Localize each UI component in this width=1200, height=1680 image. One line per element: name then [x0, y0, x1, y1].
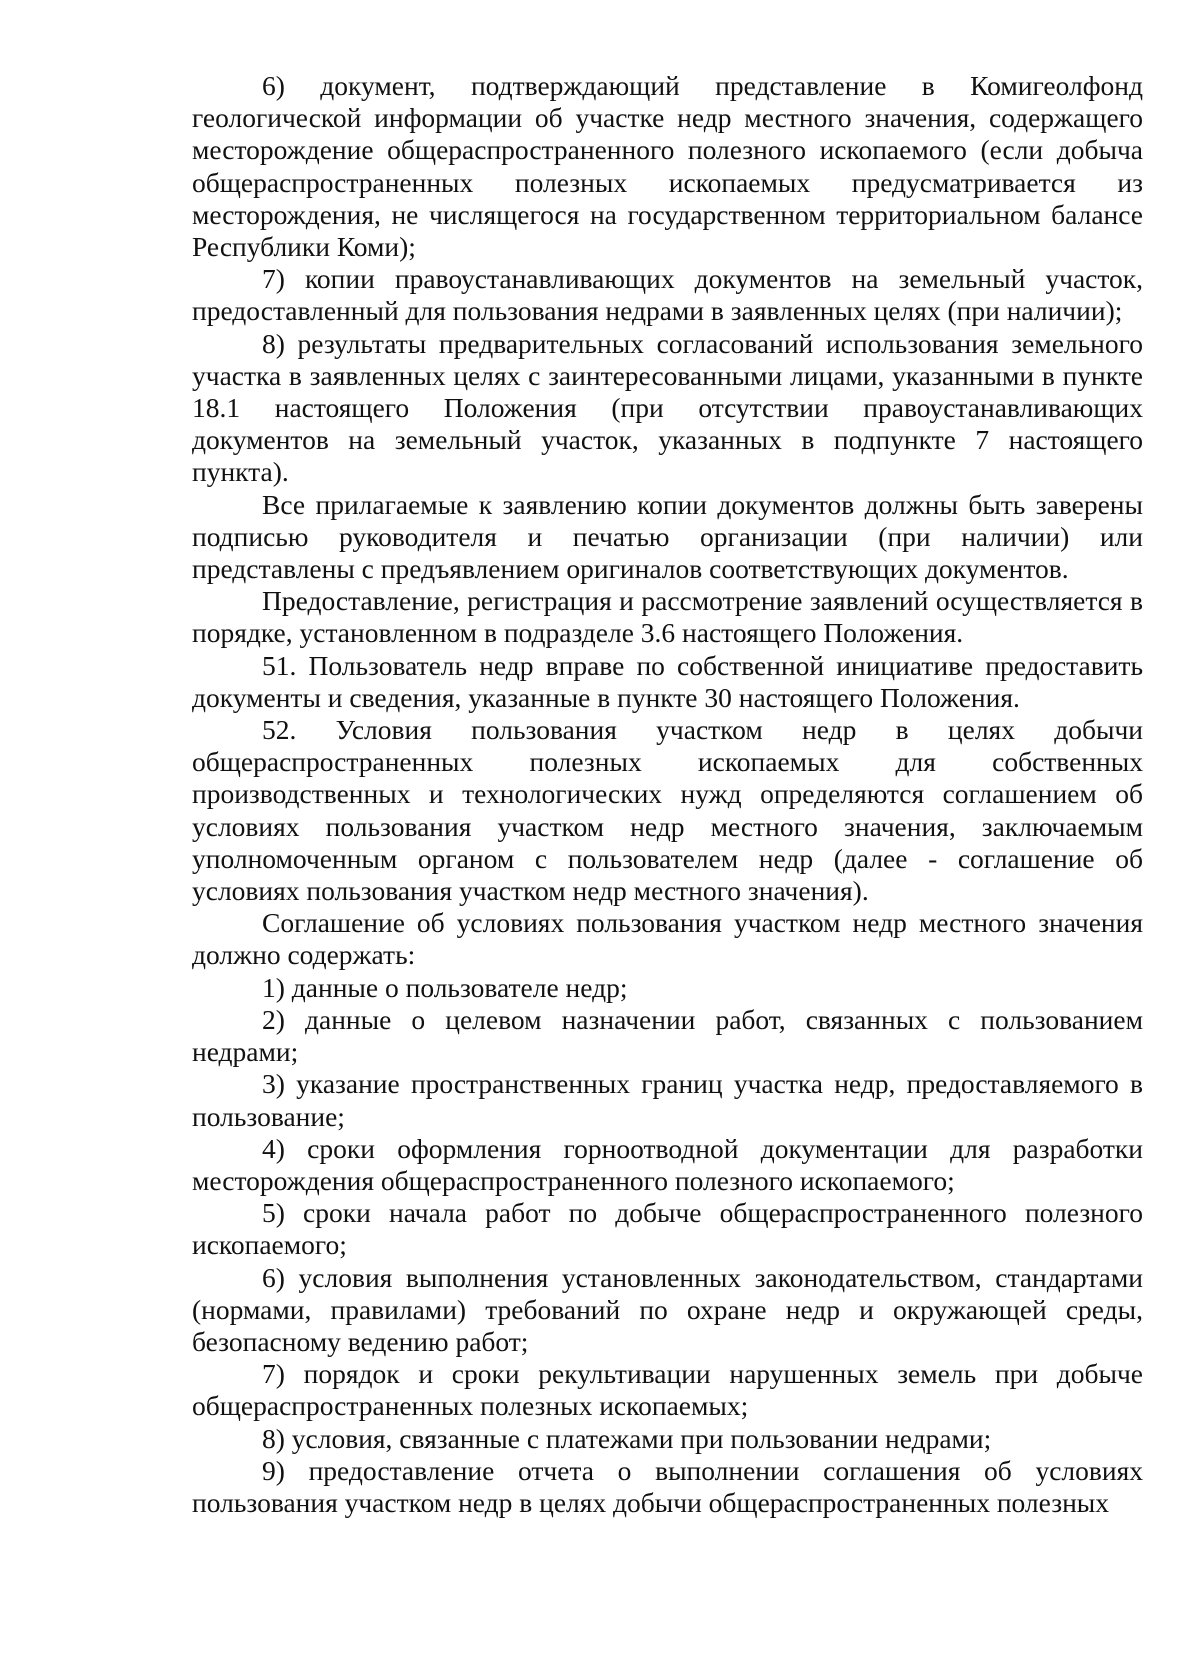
paragraph-item-6-geological-info: 6) документ, подтверждающий представление в Комигеолфонд геологической информации об участке недр местного значения, содержащего месторождение общераспространенного полезного ископаемого (если добыча общераспространенных полезных ископаемых предусматривается из месторождения, не числящегося на государственном территориальном балансе Республики Коми);	[192, 70, 1143, 263]
paragraph-agreement-item-8: 8) условия, связанные с платежами при пользовании недрами;	[262, 1422, 992, 1454]
paragraph-agreement-item-4: 4) сроки оформления горноотводной документации для разработки месторождения общераспространенного полезного ископаемого;	[192, 1132, 1143, 1196]
paragraph-item-8-preliminary-approvals: 8) результаты предварительных согласований использования земельного участка в заявленных целях с заинтересованными лицами, указанными в пункте 18.1 настоящего Положения (при отсутствии правоустанавливающих документов на земельный участок, указанных в подпункте 7 настоящего пункта).	[192, 327, 1143, 488]
paragraph-copies-certification: Все прилагаемые к заявлению копии документов должны быть заверены подписью руководителя и печатью организации (при наличии) или представлены с предъявлением оригиналов соответствующих документов.	[192, 488, 1143, 585]
paragraph-agreement-item-2: 2) данные о целевом назначении работ, связанных с пользованием недрами;	[192, 1003, 1143, 1068]
paragraph-agreement-item-7: 7) порядок и сроки рекультивации нарушенных земель при добыче общераспространенных полезных ископаемых;	[192, 1358, 1143, 1422]
paragraph-agreement-item-6: 6) условия выполнения установленных законодательством, стандартами (нормами, правилами) требований по охране недр и окружающей среды, безопасному ведению работ;	[192, 1261, 1143, 1357]
paragraph-agreement-item-3: 3) указание пространственных границ участка недр, предоставляемого в пользование;	[192, 1068, 1143, 1132]
paragraph-agreement-item-5: 5) сроки начала работ по добыче общераспространенного полезного ископаемого;	[192, 1197, 1143, 1261]
paragraph-clause-51: 51. Пользователь недр вправе по собственной инициативе предоставить документы и сведения, указанные в пункте 30 настоящего Положения.	[192, 649, 1143, 713]
paragraph-clause-52: 52. Условия пользования участком недр в целях добычи общераспространенных полезных ископаемых для собственных производственных и технологических нужд определяются соглашением об условиях пользования участком недр местного значения, заключаемым уполномоченным органом с пользователем недр (далее - соглашение об условиях пользования участком недр местного значения).	[192, 714, 1143, 907]
document-body	[192, 70, 1143, 1519]
paragraph-application-procedure: Предоставление, регистрация и рассмотрение заявлений осуществляется в порядке, установленном в подразделе 3.6 настоящего Положения.	[192, 585, 1143, 649]
paragraph-agreement-contents-intro: Соглашение об условиях пользования участком недр местного значения должно содержать:	[192, 907, 1143, 971]
paragraph-agreement-item-1: 1) данные о пользователе недр;	[262, 971, 628, 1003]
paragraph-item-7-land-documents: 7) копии правоустанавливающих документов на земельный участок, предоставленный для пользования недрами в заявленных целях (при наличии);	[192, 263, 1143, 327]
paragraph-agreement-item-9: 9) предоставление отчета о выполнении соглашения об условиях пользования участком недр в целях добычи общераспространенных полезных	[192, 1454, 1143, 1518]
